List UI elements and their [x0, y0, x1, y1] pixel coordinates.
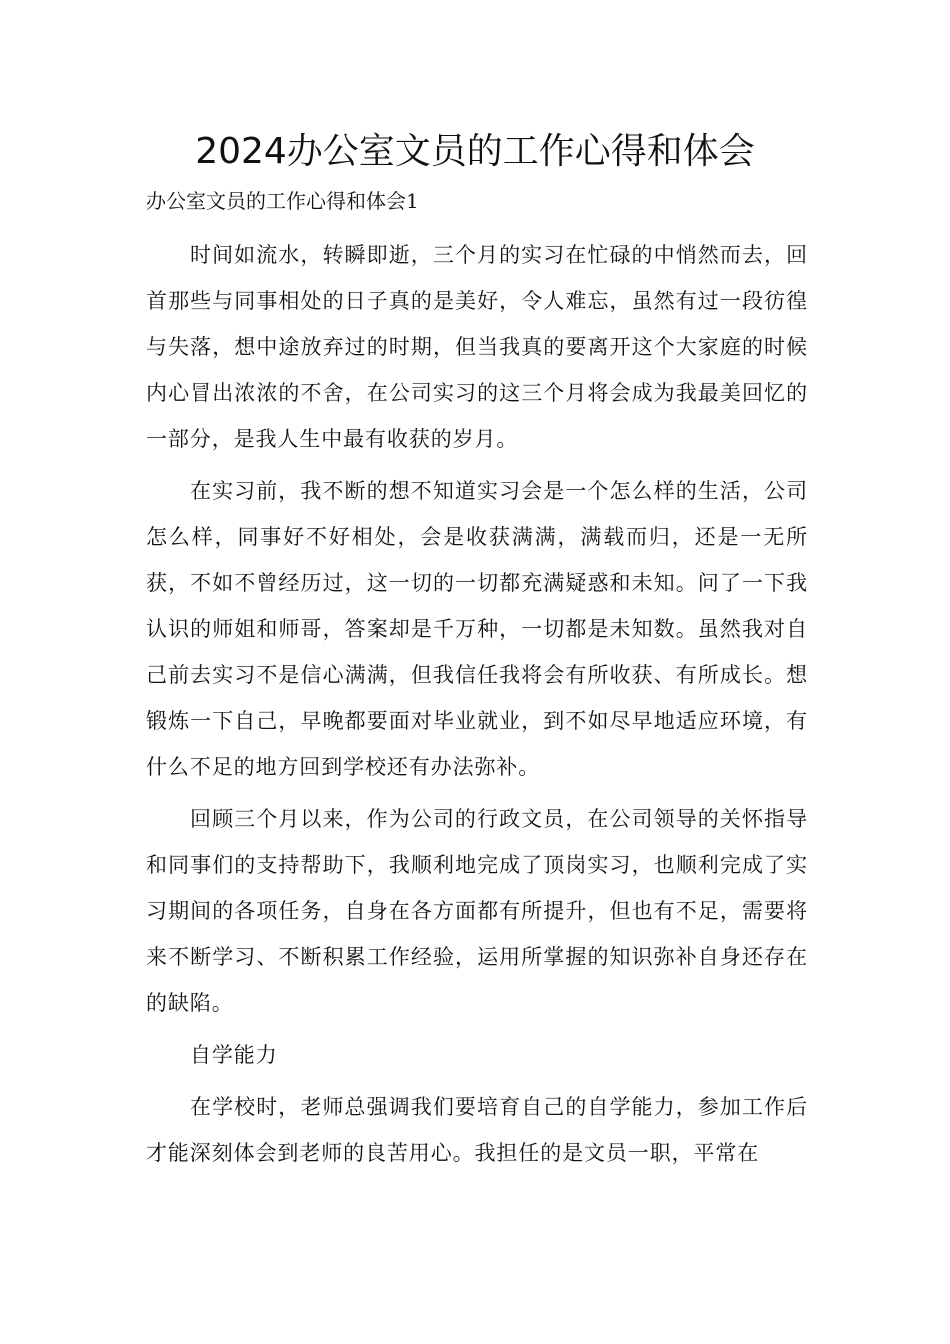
section-paragraph: 在学校时，老师总强调我们要培育自己的自学能力，参加工作后才能深刻体会到老师的良苦用心。我担任的是文员一职，平常在 [146, 1095, 808, 1165]
document-title: 2024办公室文员的工作心得和体会 [195, 131, 755, 172]
document-body [146, 232, 808, 1182]
paragraph-1: 时间如流水，转瞬即逝，三个月的实习在忙碌的中悄然而去，回首那些与同事相处的日子真的是美好，令人难忘，虽然有过一段彷徨与失落，想中途放弃过的时期，但当我真的要离开这个大家庭的时候内心冒出浓浓的不舍，在公司实习的这三个月将会成为我最美回忆的一部分，是我人生中最有收获的岁月。 [146, 243, 808, 451]
paragraph-3: 回顾三个月以来，作为公司的行政文员，在公司领导的关怀指导和同事们的支持帮助下，我顺利地完成了顶岗实习，也顺利完成了实习期间的各项任务，自身在各方面都有所提升，但也有不足，需要将来不断学习、不断积累工作经验，运用所掌握的知识弥补自身还存在的缺陷。 [146, 807, 808, 1015]
section-heading: 自学能力 [190, 1043, 278, 1067]
paragraph-2: 在实习前，我不断的想不知道实习会是一个怎么样的生活，公司怎么样，同事好不好相处，会是收获满满，满载而归，还是一无所获，不如不曾经历过，这一切的一切都充满疑惑和未知。问了一下我认识的师姐和师哥，答案却是千万种，一切都是未知数。虽然我对自己前去实习不是信心满满，但我信任我将会有所收获、有所成长。想锻炼一下自己，早晚都要面对毕业就业，到不如尽早地适应环境，有什么不足的地方回到学校还有办法弥补。 [146, 479, 808, 779]
document-subtitle: 办公室文员的工作心得和体会1 [146, 189, 419, 213]
